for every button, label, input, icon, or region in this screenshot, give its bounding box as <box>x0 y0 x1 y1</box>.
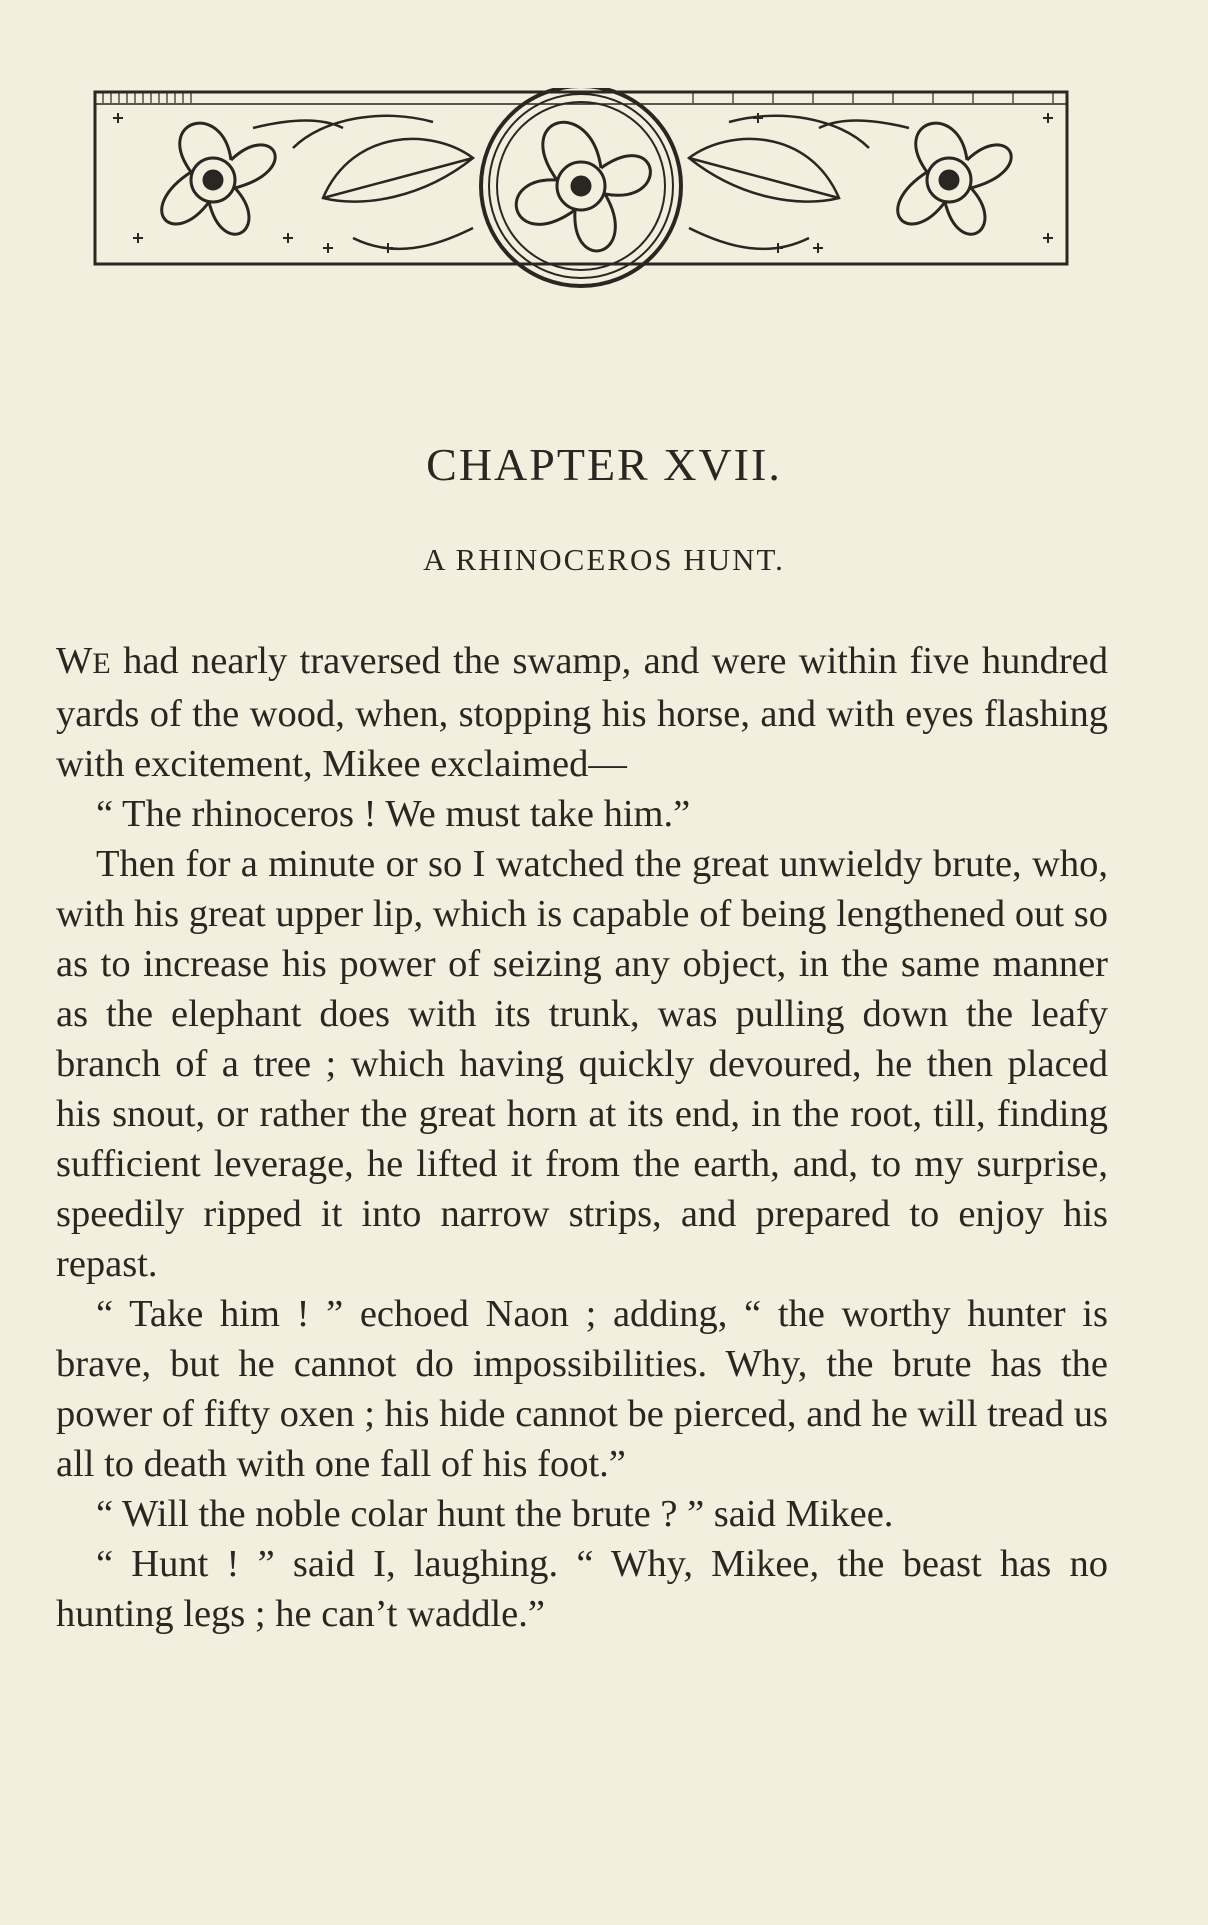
smallcaps-letters: E <box>92 647 111 680</box>
drop-cap: W <box>56 640 93 682</box>
paragraph: “ The rhinoceros ! We must take him.” <box>96 793 691 835</box>
chapter-headpiece <box>93 88 1069 288</box>
paragraph: “ Will the noble colar hunt the brute ? ” said Mikee. <box>96 1493 894 1535</box>
chapter-subtitle: A RHINOCEROS HUNT. <box>423 542 785 577</box>
paragraph-text: had nearly traversed the swamp, and were within five hundred yards of the wood, when, stopping his horse, and with eyes flashing with excitement, Mikee exclaimed— <box>56 640 1108 785</box>
chapter-body <box>56 636 1108 1639</box>
floral-ornament-icon <box>95 88 1067 286</box>
paragraph <box>56 636 1108 789</box>
paragraph: “ Take him ! ” echoed Naon ; adding, “ the worthy hunter is brave, but he cannot do impossibilities. Why, the brute has the power of fifty oxen ; his hide cannot be pierced, and he will tread us all to death with one fall of his foot.” <box>56 1293 1108 1485</box>
paragraph: “ Hunt ! ” said I, laughing. “ Why, Mikee, the beast has no hunting legs ; he can’t waddle.” <box>56 1543 1108 1635</box>
chapter-title: CHAPTER XVII. <box>426 439 782 490</box>
paragraph: Then for a minute or so I watched the great unwieldy brute, who, with his great upper lip, which is capable of being lengthened out so as to increase his power of seizing any object, in the same manner as the elephant does with its trunk, was pulling down the leafy branch of a tree ; which having quickly devoured, he then placed his snout, or rather the great horn at its end, in the root, till, finding sufficient leverage, he lifted it from the earth, and, to my surprise, speedily ripped it into narrow strips, and prepared to enjoy his repast. <box>56 843 1108 1285</box>
